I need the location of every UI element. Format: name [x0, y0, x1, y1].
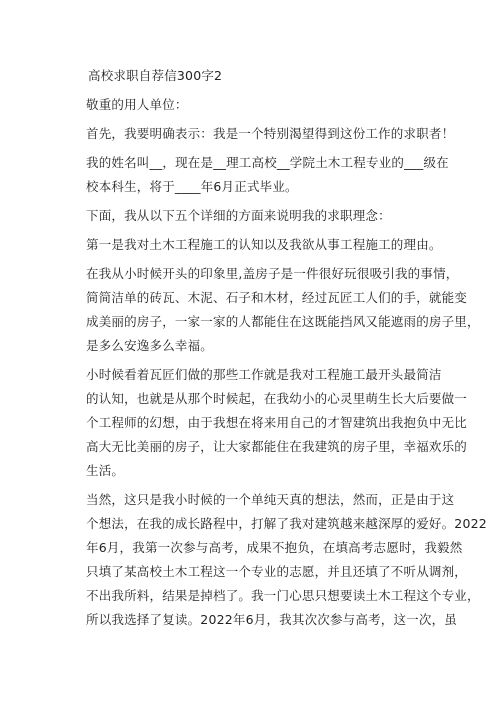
salutation: 敬重的用人单位：: [86, 97, 188, 112]
paragraph-line: 个想法，在我的成长路程中，打解了我对建筑越来越深厚的爱好。2022: [86, 516, 487, 531]
letter-body: [86, 64, 487, 632]
paragraph: [86, 488, 487, 632]
paragraph-line: 我的姓名叫__，现在是__理工高校__学院土木工程专业的___级在: [86, 155, 449, 170]
paragraph: [86, 122, 455, 146]
paragraph: [86, 233, 442, 257]
paragraph-line: 在我从小时候开头的印象里,盖房子是一件很好玩很吸引我的事情，: [86, 266, 459, 281]
paragraph: [86, 204, 430, 228]
paragraph-line: 是多么安逸多么幸福。: [86, 338, 214, 353]
paragraph-line: 生活。: [86, 463, 125, 478]
paragraph: [86, 363, 468, 483]
paragraph-line: 首先，我要明确表示：我是一个特别渴望得到这份工作的求职者！: [86, 126, 455, 141]
paragraph-line: 下面，我从以下五个详细的方面来说明我的求职理念：: [86, 208, 391, 223]
paragraph-line: 第一是我对土木工程施工的认知以及我欲从事工程施工的理由。: [86, 237, 442, 252]
paragraph-line: 不出我所料，结果是掉档了。我一门心思只想要读土木工程这个专业，: [86, 588, 480, 603]
paragraph-line: 简简洁单的砖瓦、木泥、石子和木材，经过瓦匠工人们的手，就能变: [86, 290, 468, 305]
paragraph-line: 当然，这只是我小时候的一个单纯天真的想法，然而，正是由于这: [86, 492, 455, 507]
paragraph-line: 校本科生，将于____年6月正式毕业。: [86, 179, 298, 194]
paragraph-line: 所以我选择了复读。2022年6月，我其次次参与高考，这一次，虽: [86, 612, 457, 627]
paragraph-line: 年6月，我第一次参与高考，成果不抱负，在填高考志愿时，我毅然: [86, 540, 463, 555]
paragraph-line: 只填了某高校土木工程这一个专业的志愿，并且还填了不听从调剂，: [86, 564, 468, 579]
paragraph: [86, 151, 449, 199]
paragraph: [86, 262, 480, 358]
paragraph-line: 小时候看着瓦匠们做的那些工作就是我对工程施工最开头最简洁: [86, 367, 442, 382]
paragraph-line: 个工程师的幻想，由于我想在将来用自己的才智建筑出我抱负中无比: [86, 415, 468, 430]
paragraph-line: 高大无比美丽的房子，让大家都能住在我建筑的房子里，幸福欢乐的: [86, 439, 468, 454]
paragraph-line: 成美丽的房子，一家一家的人都能住在这既能挡风又能遮雨的房子里，: [86, 314, 480, 329]
document-title: 高校求职自荐信300字2: [88, 68, 223, 83]
paragraph-line: 的认知，也就是从那个时候起，在我幼小的心灵里萌生长大后要做一: [86, 391, 468, 406]
